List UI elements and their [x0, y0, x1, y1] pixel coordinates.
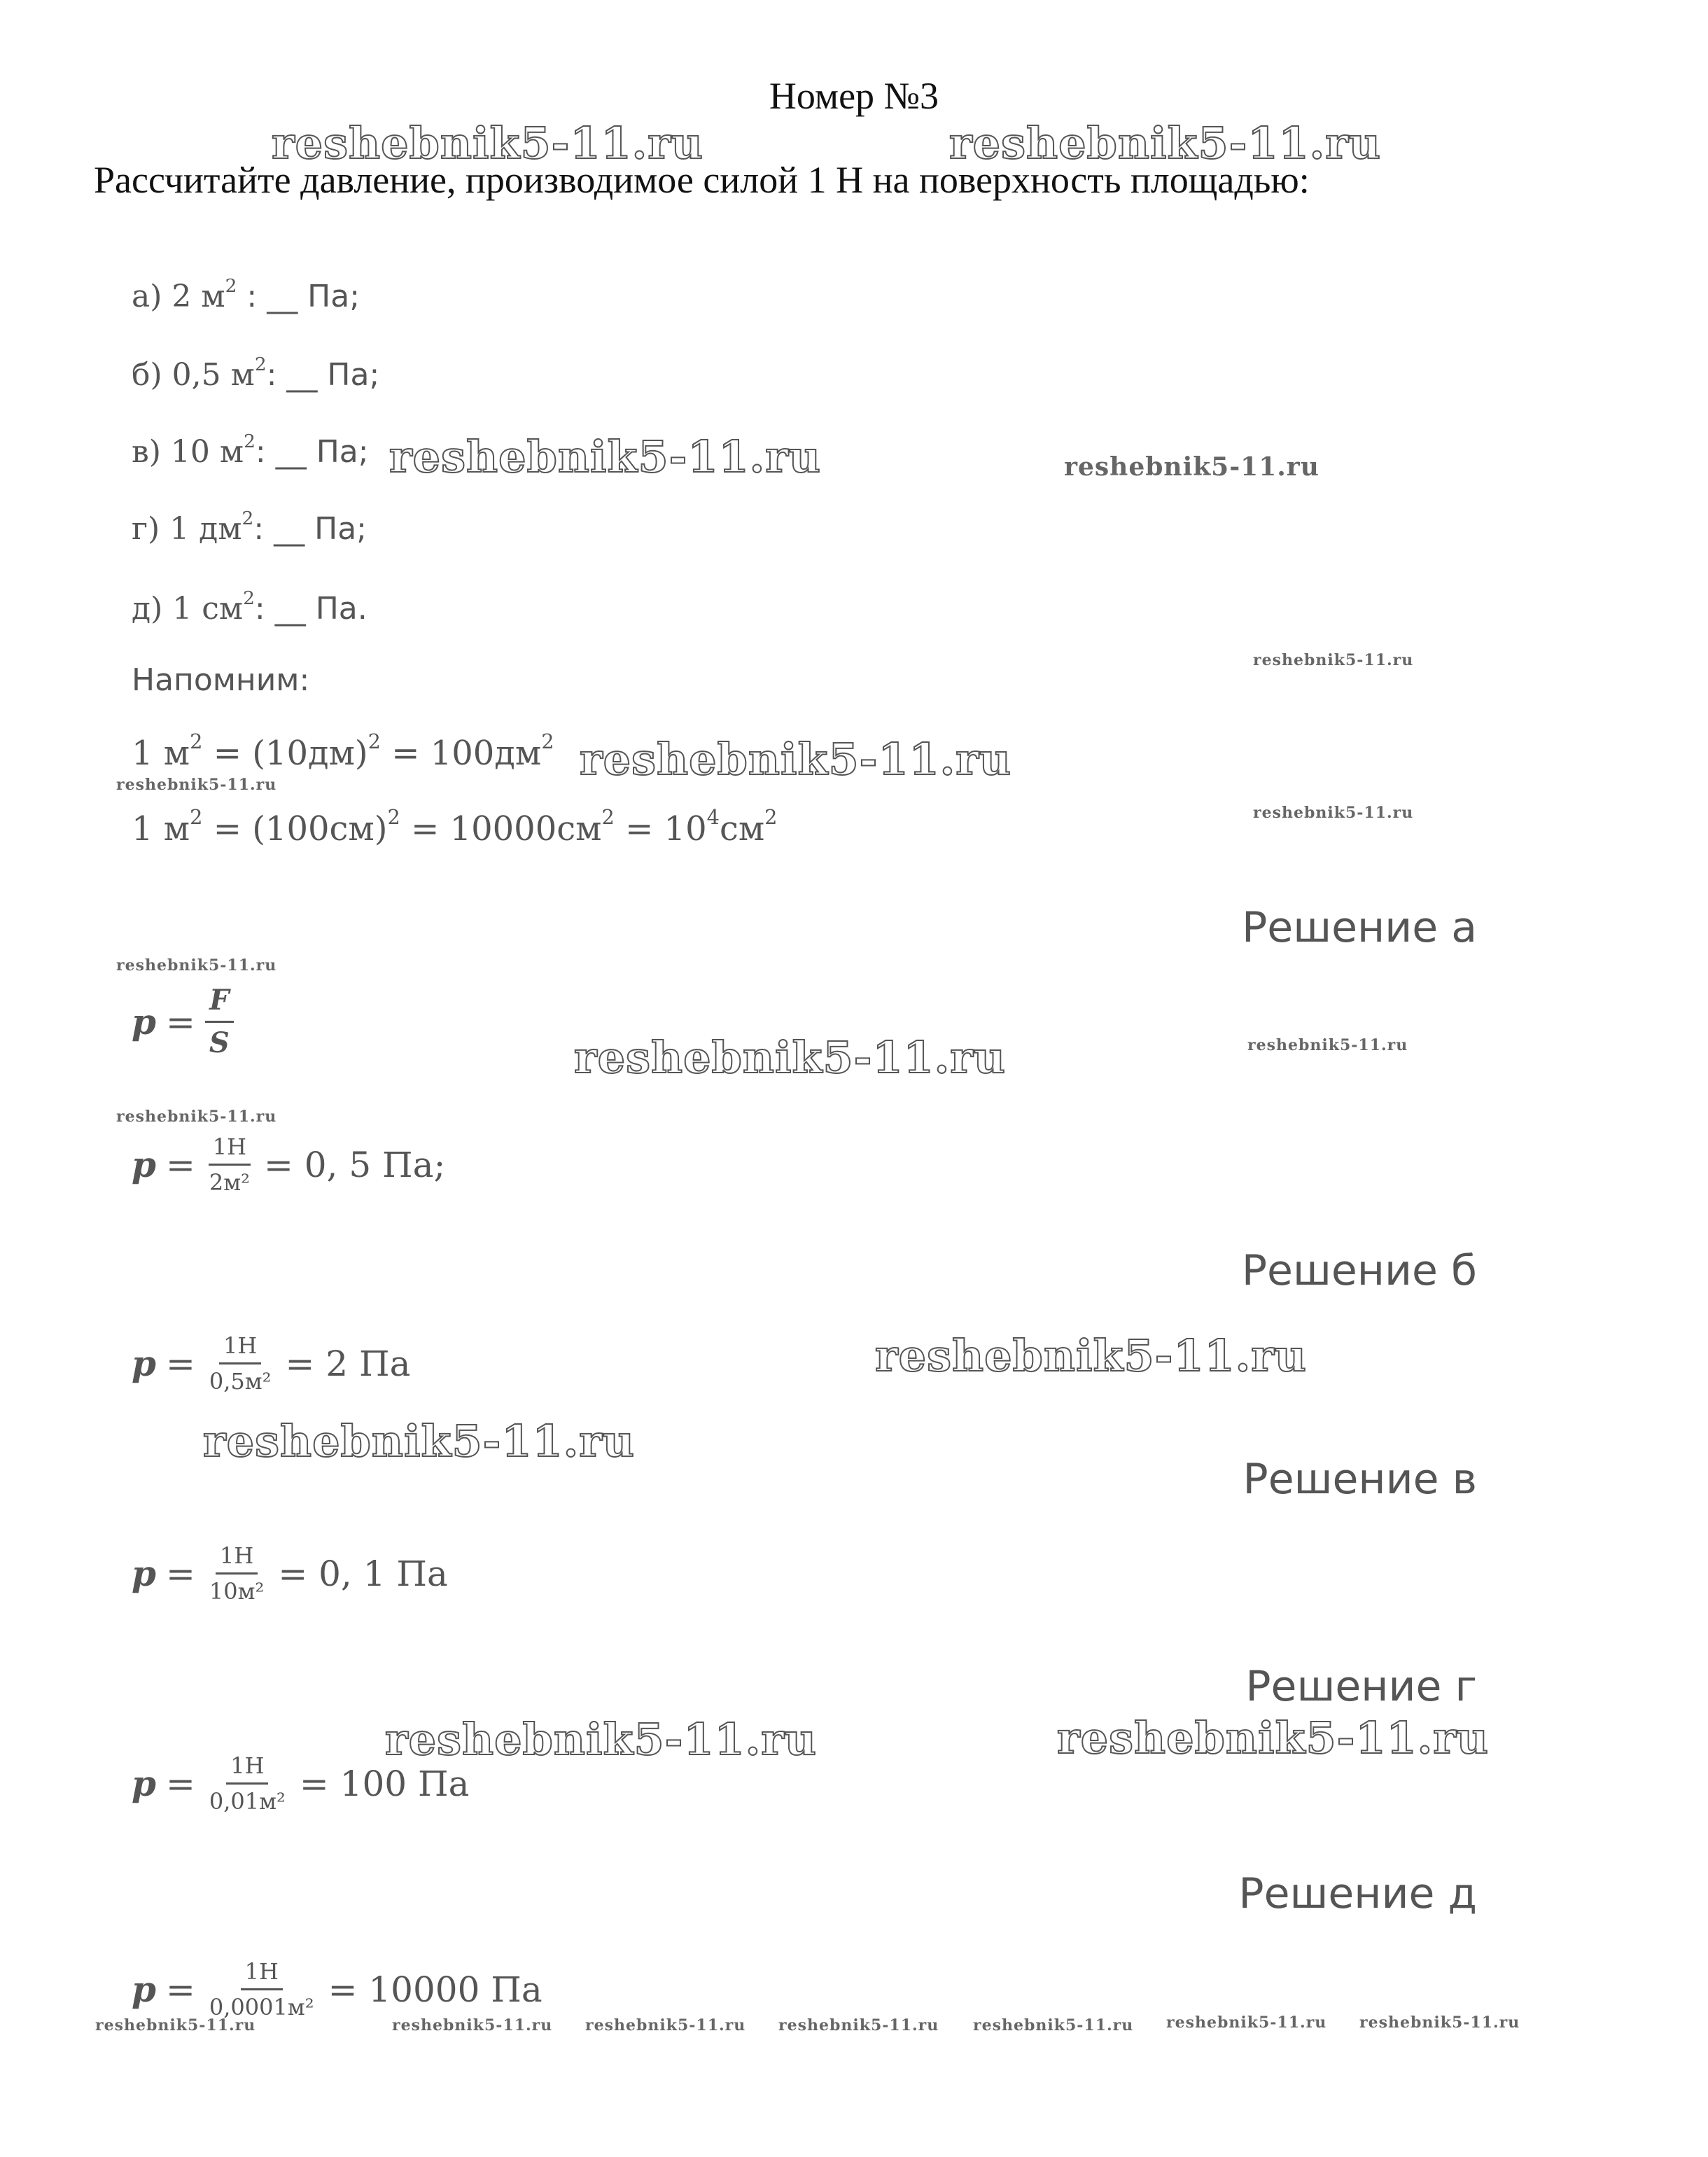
reminder-label: Напомним:	[132, 662, 310, 698]
watermark: reshebnik5-11.ru	[272, 118, 704, 169]
item-b-exp: 2	[254, 353, 267, 375]
item-c-tail: : __ Па;	[255, 434, 369, 470]
item-a-tail: : __ Па;	[237, 279, 360, 314]
item-e	[132, 587, 368, 627]
watermark: reshebnik5-11.ru	[1253, 651, 1414, 669]
watermark: reshebnik5-11.ru	[1247, 1036, 1408, 1054]
watermark: reshebnik5-11.ru	[385, 1714, 817, 1765]
item-a-exp: 2	[225, 274, 237, 297]
item-d-tail: : __ Па;	[253, 511, 367, 547]
formula-general: p = $\frac{F}{S}$	[132, 983, 244, 1061]
watermark: reshebnik5-11.ru	[203, 1416, 635, 1467]
solution-eq-b: p = $\frac{1Н}{\text{0,5м²}}$ = 2 Па	[132, 1332, 411, 1395]
watermark: reshebnik5-11.ru	[580, 734, 1011, 785]
watermark: reshebnik5-11.ru	[1166, 2013, 1327, 2032]
item-c-exp: 2	[244, 430, 255, 452]
item-b-label: б) 0,5 м	[132, 357, 255, 393]
solution-heading-d: Решение г	[1245, 1662, 1477, 1711]
watermark: reshebnik5-11.ru	[392, 2016, 553, 2034]
watermark: reshebnik5-11.ru	[574, 1032, 1006, 1083]
solution-eq-d: p = $\frac{1Н}{\text{0,01м²}}$ = 100 Па	[132, 1752, 470, 1815]
watermark: reshebnik5-11.ru	[116, 776, 277, 794]
watermark: reshebnik5-11.ru	[973, 2016, 1134, 2034]
item-e-label: д) 1 см	[132, 591, 244, 627]
item-a	[132, 274, 360, 314]
watermark: reshebnik5-11.ru	[389, 431, 821, 482]
solution-heading-e: Решение д	[1238, 1869, 1477, 1918]
page-title: Номер №3	[769, 75, 939, 117]
watermark: reshebnik5-11.ru	[1253, 804, 1414, 822]
solution-eq-c: p = $\frac{1Н}{\text{10м²}}$ = 0, 1 Па	[132, 1542, 448, 1605]
watermark: reshebnik5-11.ru	[949, 118, 1381, 169]
item-c-label: в) 10 м	[132, 434, 244, 470]
item-d-exp: 2	[241, 507, 254, 529]
solution-heading-c: Решение в	[1242, 1455, 1477, 1504]
watermark: reshebnik5-11.ru	[1057, 1712, 1489, 1764]
watermark: reshebnik5-11.ru	[1359, 2013, 1520, 2032]
watermark: reshebnik5-11.ru	[1064, 452, 1320, 482]
watermark: reshebnik5-11.ru	[116, 956, 277, 975]
item-b-tail: : __ Па;	[266, 357, 380, 393]
watermark: reshebnik5-11.ru	[95, 2016, 256, 2034]
watermark: reshebnik5-11.ru	[875, 1330, 1307, 1381]
solution-eq-e: p = $\frac{1Н}{\text{0,0001м²}}$ = 10000 Па	[132, 1958, 542, 2020]
item-c	[132, 430, 369, 470]
solution-heading-b: Решение б	[1241, 1246, 1477, 1295]
reminder-line-2: 1 $м^2 = (100см)^2 = 10000см^2 = 10^4см^2$	[132, 804, 778, 849]
task-statement: Рассчитайте давление, производимое силой 1 Н на поверхность площадью:	[94, 159, 1310, 201]
item-e-tail: : __ Па.	[254, 591, 368, 627]
solution-eq-a: p = $\frac{1Н}{\text{2м²}}$ = 0, 5 Па;	[132, 1133, 446, 1196]
reminder-line-1: 1 $м^2 = (10дм)^2 = 100дм^2$	[132, 729, 554, 773]
item-d	[132, 507, 367, 547]
item-b	[132, 353, 380, 393]
item-e-exp: 2	[243, 587, 255, 609]
item-a-label: а) 2 м	[132, 279, 225, 314]
watermark: reshebnik5-11.ru	[778, 2016, 939, 2034]
watermark: reshebnik5-11.ru	[585, 2016, 746, 2034]
watermark: reshebnik5-11.ru	[116, 1108, 277, 1126]
solution-heading-a: Решение а	[1242, 903, 1477, 952]
item-d-label: г) 1 дм	[132, 511, 242, 547]
